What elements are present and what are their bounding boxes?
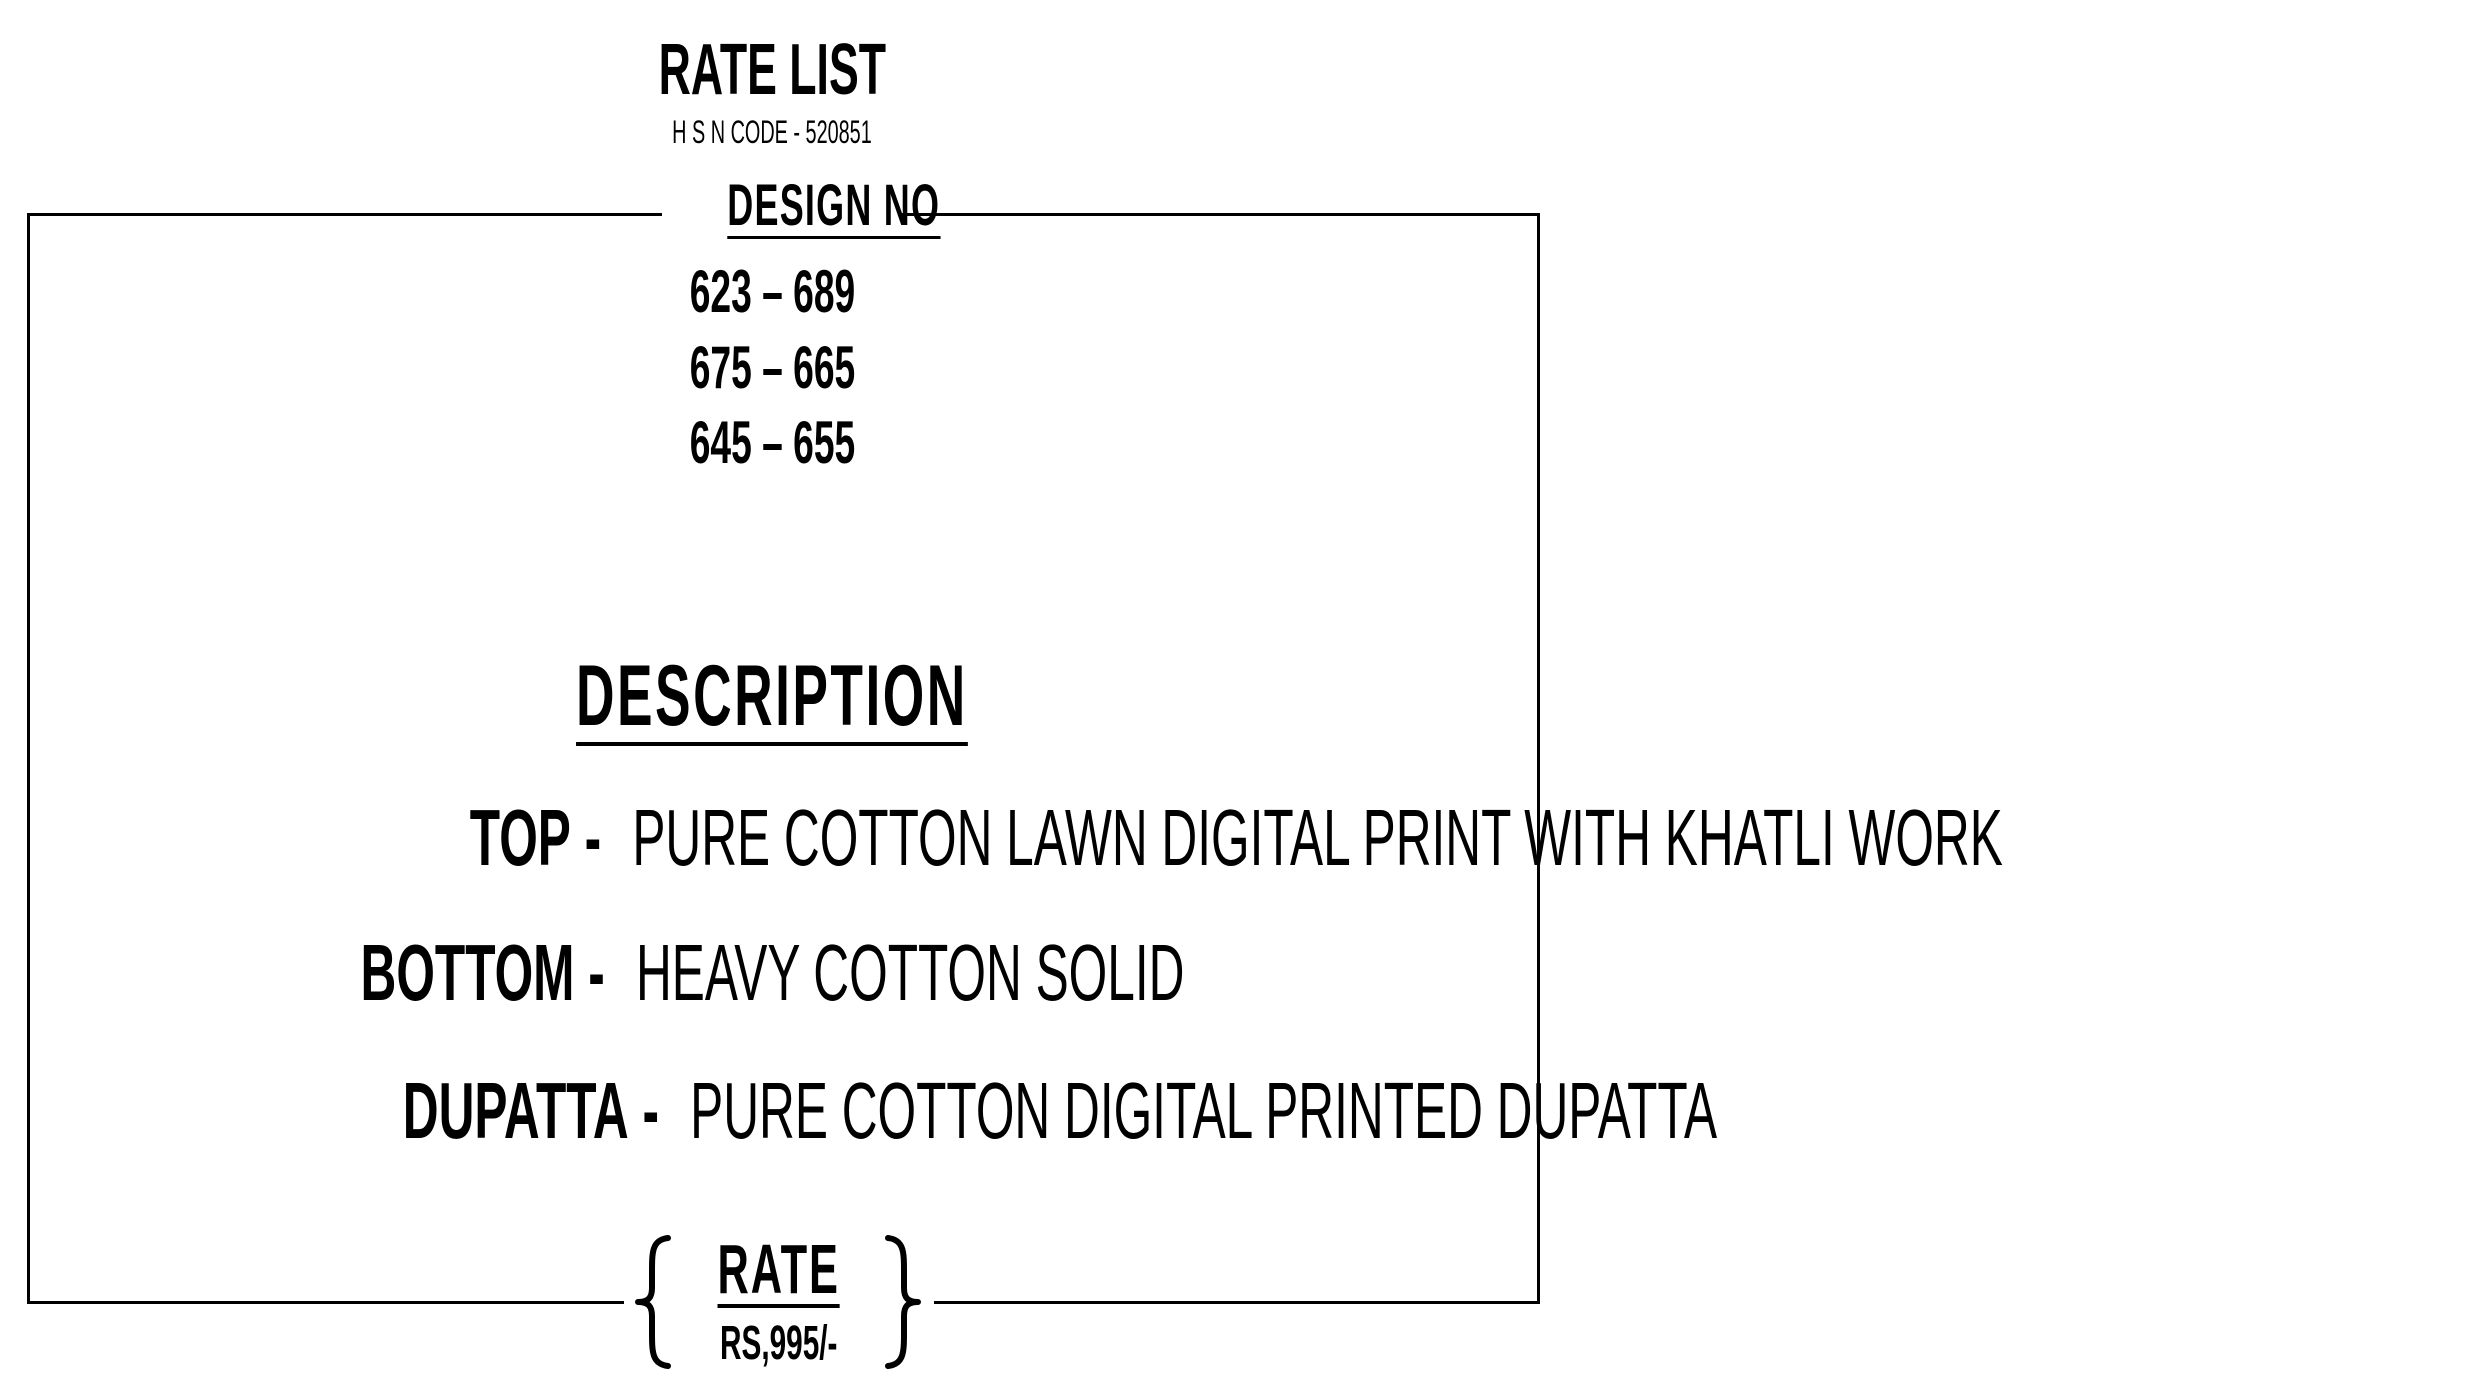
hsn-code	[0, 114, 1544, 150]
description-row-separator: -	[584, 793, 602, 882]
description-row-value: PURE COTTON LAWN DIGITAL PRINT WITH KHATLI WORK	[632, 793, 2003, 882]
description-row-value: PURE COTTON DIGITAL PRINTED DUPATTA	[690, 1066, 1718, 1155]
right-brace-icon	[876, 1232, 926, 1372]
description-heading-text: DESCRIPTION	[576, 648, 968, 744]
description-row-label: TOP	[469, 793, 571, 882]
design-number-text: 623 – 689	[689, 258, 855, 325]
design-no-label-wrap	[662, 173, 941, 240]
rate-block	[624, 1232, 934, 1377]
description-row-label: DUPATTA	[402, 1066, 629, 1155]
design-number	[0, 335, 1544, 401]
design-number-text: 645 – 655	[689, 409, 855, 476]
description-row-dupatta	[0, 1066, 1718, 1155]
description-row-separator: -	[587, 928, 605, 1017]
design-number-text: 675 – 665	[689, 334, 855, 401]
design-no-label: DESIGN NO	[727, 173, 941, 238]
rate-label-text: RATE	[717, 1230, 841, 1308]
description-row-separator: -	[642, 1066, 659, 1155]
description-row-top	[0, 793, 2003, 882]
design-number	[0, 410, 1544, 476]
rate-list-title	[0, 30, 1544, 110]
rate-value-text: RS,995/-	[720, 1317, 838, 1370]
description-row-label: BOTTOM	[360, 928, 575, 1017]
design-number	[0, 259, 1544, 325]
description-heading	[0, 650, 1544, 746]
description-row-value: HEAVY COTTON SOLID	[635, 928, 1184, 1017]
hsn-code-text: H S N CODE - 520851	[672, 114, 872, 150]
rate-list-title-text: RATE LIST	[658, 30, 886, 110]
description-row-bottom	[0, 930, 1544, 1016]
